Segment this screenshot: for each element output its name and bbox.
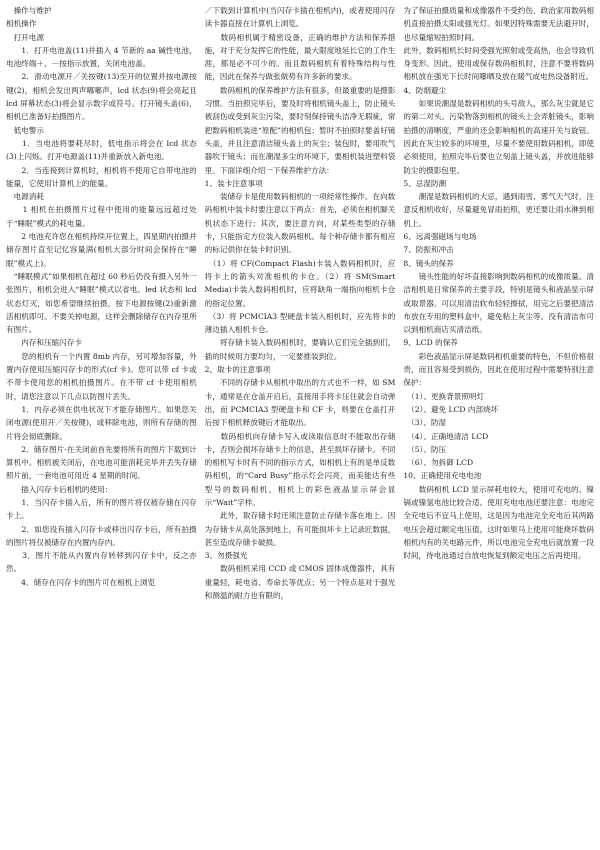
paragraph: ／下载到计算机中(当闪存卡插在相机内)，或者使用闪存读卡器直接在计算机上浏览。 [204, 6, 396, 29]
paragraph: 4、防烟避尘 [403, 85, 447, 95]
paragraph: 镜头性能的好坏直接影响到数码相机的成像质量。清洁相机是日常保养的主要手段，特别是镜头和液晶显示屏或取景器。可以用清洁软布轻轻擦拭，用完之后要把清洁布放在专用的塑料盒中，避免粘上灰尘等。没有清洁布可以到相机商店买清洁纸。 [403, 271, 595, 335]
paragraph: 电源消耗 [6, 192, 44, 202]
paragraph: 1．当闪存卡插入后，所有的图片将仅被存储在闪存卡上。 [6, 497, 197, 521]
paragraph: （1）将 CF(Compact Flash)卡装入数码相机时，应将卡上的箭头对准相机的卡仓。（2）将 SM(Smart Media)卡装入数码相机时，应将缺角一端指向相机卡仓的指定位置。 [204, 258, 396, 308]
paragraph: 1．当电池将要耗尽时，低电指示将会在 lcd 状态(3)上闪烁。打开电源盖(11)并重新放入新电池。 [6, 138, 197, 162]
paragraph: 为了保证拍摄质量和成像器件不受约伤，政治家用数码相机直接拍摄太阳或强光灯。如果因特殊需要无法避开时，也尽量缩短拍照时间。 [403, 6, 595, 42]
paragraph: 装储存卡是使用数码相机的一项经常性操作。在向数码相机中装卡时要注意以下两点：首先，必须在相机脚关机状态下进行；其次，要注意方向，对某些类型的存储卡，只能指定方位装入数码相机。每个种存储卡都有相应的标记供你在装卡时识别。 [204, 192, 396, 255]
paragraph: 1．打开电池盖(11)并插入 4 节新的 aa 碱性电池，电池终端＋、－按指示放置，关闭电池盖。 [6, 45, 197, 69]
paragraph: 1 相机在拍摄图片过程中使用的能量远远超过处于“睡眠”模式的耗电量。 [6, 205, 197, 228]
paragraph: 数码相机属于精密设备，正确的维护方法和保养措施，对于充分发挥它的性能，最大限度地延长它的工作生涯，都是必不可少的。而且数码相机有着特殊结构与性能，因此在保养与做张做势有许多新的要求。 [204, 32, 396, 82]
paragraph: 彩色液晶显示屏是数码相机重要的特色，不但价格很贵，而且容易受到损伤，因此在使用过程中需要特别注意保护： [403, 351, 595, 388]
paragraph: 数码相机的保养维护方法有很多，但最重要的是摄影习惯。当拍照完毕后，要及时将相机镜头盖上，防止镜头被刮伤或受到灰尘污染，要时刻保持镜头洁净无瑕疵，常把数码相机装进“原配”的相机包；暂时不拍照时要盖好镜头盖，并且注意清洁镜头盖上的灰尘；装包时，要用吹气器吹干镜头；而在潮湿多尘的环境下，要相机装进塑料袋里。下面详细介绍一下保养维护方法： [204, 85, 396, 175]
paragraph: 2 电池充许您在相机持续开位置上，四星期内拍摄并储存图片直至记忆容量满(相机大部分时间会保持在“睡眠”模式上)。 [6, 232, 197, 268]
paragraph: 3．图片不能从内置内存转移到闪存卡中，反之亦然。 [6, 551, 197, 574]
paragraph: （5）、防压 [403, 444, 447, 454]
paragraph: 2．储存图片-在关闭前首先要将所有的图片下载到计算机中。相机被关闭后，在电池可能消耗完毕并丢失存储照片前，一套电池可用近 4 星期的时间。 [6, 444, 197, 481]
paragraph: 5、忌湿防潮 [403, 178, 447, 188]
paragraph: 7、防振和冲击 [403, 245, 454, 255]
paragraph: 3、勿摄强光 [204, 551, 248, 561]
paragraph: 如果说潮湿是数码相机的头号敌人，那么灰尘就是它的第二对头。污染物落到相机的镜头上会弄脏镜头，影响拍摄的清晰度，严重的还会影响相机的高速开关与旋钮。因此在灰尘较多的环境里，尽量不要使用数码相机，即使必须使用，拍照完毕后要也立刻盖上镜头盖，并放进能够防尘的摄影包里。 [403, 99, 595, 175]
paragraph: 10、正确使用充电电池 [403, 471, 482, 481]
paragraph: （6）、勿拆御 LCD [403, 458, 474, 468]
paragraph: 数码相机向存储卡写入或读取信息时不能取出存储卡，否则会损坏存储卡上的信息，甚至损坏存储卡。不同的相机写卡时有不同的指示方式，如相机上有的是单反数码相机，的“Card Busy”指示灯会闪亮，而美能达有些型号的数码相机，相机上的彩色液晶显示屏会显示“Wait”字样。 [204, 431, 396, 507]
paragraph: 6、远离强磁场与电场 [403, 232, 477, 242]
paragraph: （2）、避免 LCD 内部烧坏 [403, 404, 499, 414]
paragraph: 此外，数码相机长时间受强光照射或受高热，也会导致机身变形。因此，使用或保存数码相机时，注意不要将数码相机放在强光下长时间曝晒及放在暖气或电热设备附近。 [403, 45, 595, 82]
paragraph: 低电警示 [6, 125, 44, 135]
column-right [403, 4, 594, 850]
paragraph: “睡眠模式”如果相机在超过 60 秒后仍没有摄入另外一张图片，相机会进入“睡眠”模式以省电。led 状态和 lcd 状态灯灭，如您希望继续拍摄，按下电源按键(2)重新激活相机即可。不要关掉电源，这样会删除储存在内存里所有图片。 [6, 271, 197, 335]
paragraph: 8、镜头的保养 [403, 258, 454, 268]
column-middle [205, 4, 396, 850]
paragraph: 打开电源 [6, 32, 44, 42]
paragraph: 内存和压缩闪存卡 [6, 338, 82, 348]
paragraph: （4）、正确地清洁 LCD [403, 431, 489, 441]
paragraph: 2、取卡的注意事项 [204, 365, 271, 375]
paragraph: （3）将 PCMCIA3 型硬盘卡装入相机时，应先将卡的薄边插入相机卡仓。 [204, 311, 396, 335]
paragraph: 将存储卡装入数码相机时，要确认它们完全插到们，插的时候用力要均匀，一定要推装到位。 [204, 338, 396, 361]
paragraph: 潮湿是数码相机的大忌，遇到雨雪、雾气天气时，注意反相机收好，尽量避免冒雨拍照，更还要让雨水淋到相机上。 [403, 192, 595, 228]
paragraph: 此外，取存储卡时还须注意防止存储卡落在地上。因为存储卡从高处落到地上，有可能损坏卡上记录匠数据，甚至造成存储卡破损。 [204, 511, 396, 547]
paragraph: 4．储存在闪存卡的图片可在相机上浏览 [6, 577, 156, 587]
paragraph: 2．如您没有插入闪存卡或移出闪存卡后，所有拍摄的图片将仅被储存在内置内存内。 [6, 524, 197, 547]
paragraph: 2．滑动电源开／关按键(13)至开的位置并按电源按键(2)，相机会发出两声嘟嘟声，lcd 状态(9)将会亮起且 lcd 屏幕状态(3)将会显示数字或符号。打开镜头盖(6)，相机已准备好拍摄图片。 [6, 72, 197, 122]
paragraph: 9、LCD 的保养 [403, 338, 458, 348]
paragraph: （1）、更换背景照明灯 [403, 391, 485, 401]
paragraph: 相机操作 [6, 19, 37, 29]
paragraph: 1、装卡注意事项 [204, 178, 263, 188]
column-left [6, 4, 197, 850]
paragraph: 1．内存必须在供电状况下才能存储图片。如果您关闭电源(使用开／关按键)，或移除电池，则所有存储的图片将会彻底删除。 [6, 404, 197, 441]
paragraph: 2．当连接到计算机时，相机将不使用它自带电池的能量，它使用计算机上的能量。 [6, 165, 197, 188]
paragraph: （3）、防湿 [403, 418, 447, 428]
paragraph: 插入闪存卡后相机的使用： [6, 484, 113, 494]
paragraph: 您的相机有一个内置 8mb 内存，另可增加容量，外置内存使用压缩闪存卡的形式(cf 卡)。您可以带 cf 卡或不带卡使用您的相机拍摄图片。在不带 cf 卡使用相机时，请您注意以下几点以防图片丢失。 [6, 351, 197, 401]
paragraph: 操作与维护 [6, 6, 52, 15]
paragraph: 数码相机 LCD 显示屏耗电较大，使用可充电的、镍镉或镍氢电池比较合适。使用充电电池还要注意：电池完全充电后不宜马上使用，这是因为电池完全充电后其两路电压会超过额定电压值，这时如果马上使用可能烧坏数码相机内有的关电路元件，所以电池完全充电后就放置一段时间，待电池通过自放电恢复到额定电压之后再使用。 [403, 484, 595, 561]
paragraph: 数码相机采用 CCD 或 CMOS 固体成像器件，具有重量轻，耗电省、寿命长等优点；另一个特点是对于强光和测温的耐力也有限的， [204, 564, 396, 601]
paragraph: 不同的存储卡从相机中取出的方式也不一样，如 SM 卡，通常是在仓盖开启后，直接用手将卡压住就会自动弹出，而 PCMCIA3 型硬盘卡和 CF 卡，则要在仓盖打开后按下相机释放键后才能取出。 [204, 378, 396, 428]
